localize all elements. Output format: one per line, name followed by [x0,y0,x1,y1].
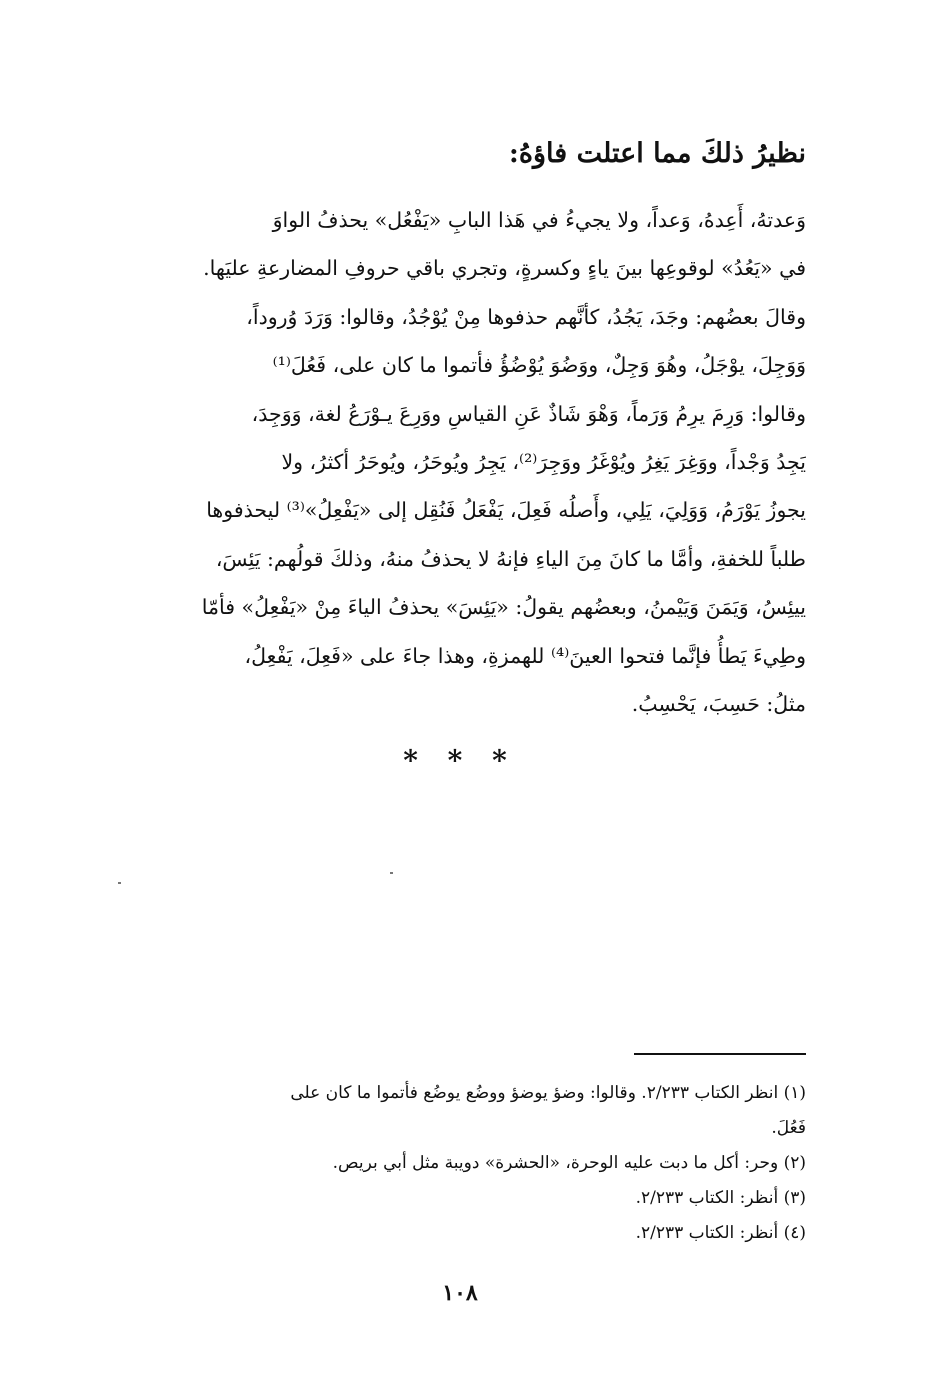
text-line: وطِيءَ يَطأُ فإنَّما فتحوا العينَ⁽⁴⁾ للهمزةِ، وهذا جاءَ على «فَعِلَ، يَفْعِلُ، [244,643,806,668]
text-line: وَوَجِلَ، يوْجَلُ، وهُوَ وَجِلٌ، ووَضُوَ يُوْضُؤُ فأتموا ما كان على، فَعُلَ⁽¹⁾ [272,353,806,378]
text-line: ييئِسُ، وَيَمَنَ وَيَيْمنُ، وبعضُهم يقولُ: «يَئِسَ» يحذفُ الياءَ مِنْ «يَفْعِلُ» فأمّا [201,595,806,620]
scan-speck [390,872,393,874]
text-line: يجوزُ يَوْرَمُ، وَوَلِيَ، يَلِي، وأَصلُه فَعِلَ، يَفْعَلُ فَنُقِل إلى «يَفْعِلُ»⁽³⁾ ليحذفوها [206,498,806,523]
main-text-block [116,196,806,728]
footnotes-list [116,1076,806,1251]
text-line: وقالوا: وَرِمَ يرِمُ وَرَماً، وَهْوَ شَاذٌ عَنِ القياسِ ووَرِعَ يـوْرَعُ لغة، وَوَجِدَ، [251,401,806,426]
footnote: (٣) أنظر: الكتاب ٢/٢٣٣. [635,1188,806,1208]
text-line: وَعدتهُ، أَعِدهُ، وَعداً، ولا يجيءُ في هَذا البابِ «يَفْعُل» يحذفُ الواوَ [272,208,806,232]
text-line: مثلُ: حَسِبَ، يَحْسِبُ. [631,692,806,717]
footnote: (١) انظر الكتاب ٢/٢٣٣. وقالوا: وضؤ يوضؤ ووضُع يوضُع فأتموا ما كان على [290,1083,806,1103]
scan-speck [118,882,121,884]
page-number: ١٠٨ [442,1280,478,1306]
text-line: طلباً للخفةِ، وأمَّا ما كانَ مِنَ الياءِ فإنهُ لا يحذفُ منهُ، وذلكَ قولُهم: يَئِسَ، [215,546,806,571]
text-line: وقالَ بعضُهم: وجَدَ، يَجُدُ، كأنَّهم حذفوها مِنْ يُوْجُدُ، وقالوا: وَرَدَ وُروداً، [246,304,806,329]
text-line: يَجِدُ وَجْداً، ووَغِرَ يَغِرُ ويُوْغَرُ ووَجِرَ⁽²⁾، يَجِرُ ويُوحَرُ، ويُوحَرُ أكثرُ، ولا [281,450,806,475]
section-separator: * * * [403,744,517,777]
footnote: (٤) أنظر: الكتاب ٢/٢٣٣. [635,1223,806,1243]
text-line: في «يَعُدُ» لوقوعِها بينَ ياءٍ وكسرةٍ، وتجري باقي حروفِ المضارعةِ عليَها. [203,256,806,281]
footnote: فَعُلَ. [771,1118,806,1138]
section-heading: نظيرُ ذلكَ مما اعتلت فاؤهُ: [508,138,806,169]
footnote: (٢) وحر: أكل ما دبت عليه الوحرة، «الحشرة» دويبة مثل أبي بريص. [332,1153,806,1173]
footnote-rule [634,1053,806,1055]
